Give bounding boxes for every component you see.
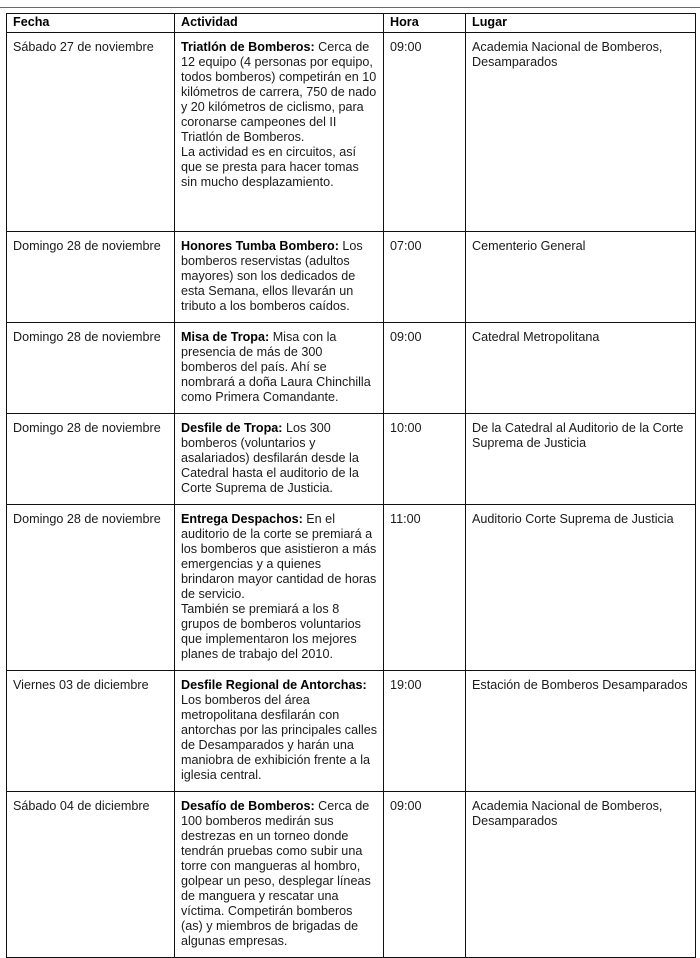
cell-lugar: Auditorio Corte Suprema de Justicia <box>466 505 696 671</box>
activity-text <box>181 799 377 949</box>
activity-description: Misa con la presencia de más de 300 bomberos del país. Ahí se nombrará a doña Laura Chinchilla como Primera Comandante. <box>181 330 371 404</box>
table-row <box>7 505 696 671</box>
cell-actividad <box>175 33 384 232</box>
cell-fecha: Domingo 28 de noviembre <box>7 323 175 414</box>
cell-lugar: Cementerio General <box>466 232 696 323</box>
top-rule <box>0 7 700 8</box>
activity-description: Los bomberos reservistas (adultos mayores) son los dedicados de esta Semana, ellos llevarán un tributo a los bomberos caídos. <box>181 239 363 313</box>
activity-text <box>181 40 377 145</box>
table-row <box>7 323 696 414</box>
cell-lugar: Estación de Bomberos Desamparados <box>466 671 696 792</box>
activity-text <box>181 330 377 405</box>
cell-lugar: De la Catedral al Auditorio de la Corte Suprema de Justicia <box>466 414 696 505</box>
activity-text <box>181 512 377 602</box>
activity-title: Misa de Tropa: <box>181 330 270 344</box>
cell-actividad <box>175 505 384 671</box>
activity-title: Entrega Despachos: <box>181 512 303 526</box>
activity-description: Los bomberos del área metropolitana desfilarán con antorchas por las principales calles de Desamparados y harán una maniobra de exhibición frente a la iglesia central. <box>181 693 378 782</box>
cell-fecha: Domingo 28 de noviembre <box>7 414 175 505</box>
activity-extra: También se premiará a los 8 grupos de bomberos voluntarios que implementaron los mejores planes de trabajo del 2010. <box>181 602 361 661</box>
cell-hora: 19:00 <box>384 671 466 792</box>
activity-title: Desafío de Bomberos: <box>181 799 315 813</box>
activity-text <box>181 678 377 783</box>
activity-title: Triatlón de Bomberos: <box>181 40 315 54</box>
cell-hora: 10:00 <box>384 414 466 505</box>
cell-actividad <box>175 792 384 958</box>
cell-fecha: Sábado 27 de noviembre <box>7 33 175 232</box>
activity-description: Cerca de 100 bomberos medirán sus destrezas en un torneo donde tendrán pruebas como subir una torre con mangueras al hombro, golpear un peso, desplegar líneas de manguera y rescatar una víctima. Competirán bomberos (as) y miembros de brigadas de algunas empresas. <box>181 799 371 948</box>
header-actividad: Actividad <box>175 14 384 33</box>
cell-actividad <box>175 414 384 505</box>
table-row <box>7 792 696 958</box>
cell-hora: 09:00 <box>384 792 466 958</box>
cell-hora: 11:00 <box>384 505 466 671</box>
cell-fecha: Viernes 03 de diciembre <box>7 671 175 792</box>
cell-fecha: Domingo 28 de noviembre <box>7 232 175 323</box>
table-row <box>7 33 696 232</box>
cell-fecha: Sábado 04 de diciembre <box>7 792 175 958</box>
table-row <box>7 414 696 505</box>
activity-extra: La actividad es en circuitos, así que se presta para hacer tomas sin mucho desplazamiento. <box>181 145 359 189</box>
table-row <box>7 671 696 792</box>
cell-hora: 09:00 <box>384 33 466 232</box>
activity-text <box>181 239 377 314</box>
header-row <box>7 14 696 33</box>
activity-title: Honores Tumba Bombero: <box>181 239 339 253</box>
activity-title: Desfile Regional de Antorchas: <box>181 678 367 692</box>
activity-title: Desfile de Tropa: <box>181 421 283 435</box>
schedule-table <box>6 13 696 958</box>
table-row <box>7 232 696 323</box>
cell-fecha: Domingo 28 de noviembre <box>7 505 175 671</box>
cell-hora: 07:00 <box>384 232 466 323</box>
header-hora: Hora <box>384 14 466 33</box>
cell-hora: 09:00 <box>384 323 466 414</box>
header-fecha: Fecha <box>7 14 175 33</box>
cell-actividad <box>175 671 384 792</box>
activity-description: Cerca de 12 equipo (4 personas por equipo, todos bomberos) competirán en 10 kilómetros de carrera, 750 de nado y 20 kilómetros de ciclismo, para coronarse campeones del II Triatlón de Bomberos. <box>181 40 377 144</box>
activity-description: Los 300 bomberos (voluntarios y asalariados) desfilarán desde la Catedral hasta el auditorio de la Corte Suprema de Justicia. <box>181 421 359 495</box>
cell-lugar: Catedral Metropolitana <box>466 323 696 414</box>
cell-actividad <box>175 232 384 323</box>
cell-actividad <box>175 323 384 414</box>
activity-description: En el auditorio de la corte se premiará a los bomberos que asistieron a más emergencias y a quienes brindaron mayor cantidad de horas de servicio. <box>181 512 377 601</box>
cell-lugar: Academia Nacional de Bomberos, Desamparados <box>466 792 696 958</box>
activity-text <box>181 421 377 496</box>
header-lugar: Lugar <box>466 14 696 33</box>
cell-lugar: Academia Nacional de Bomberos, Desamparados <box>466 33 696 232</box>
